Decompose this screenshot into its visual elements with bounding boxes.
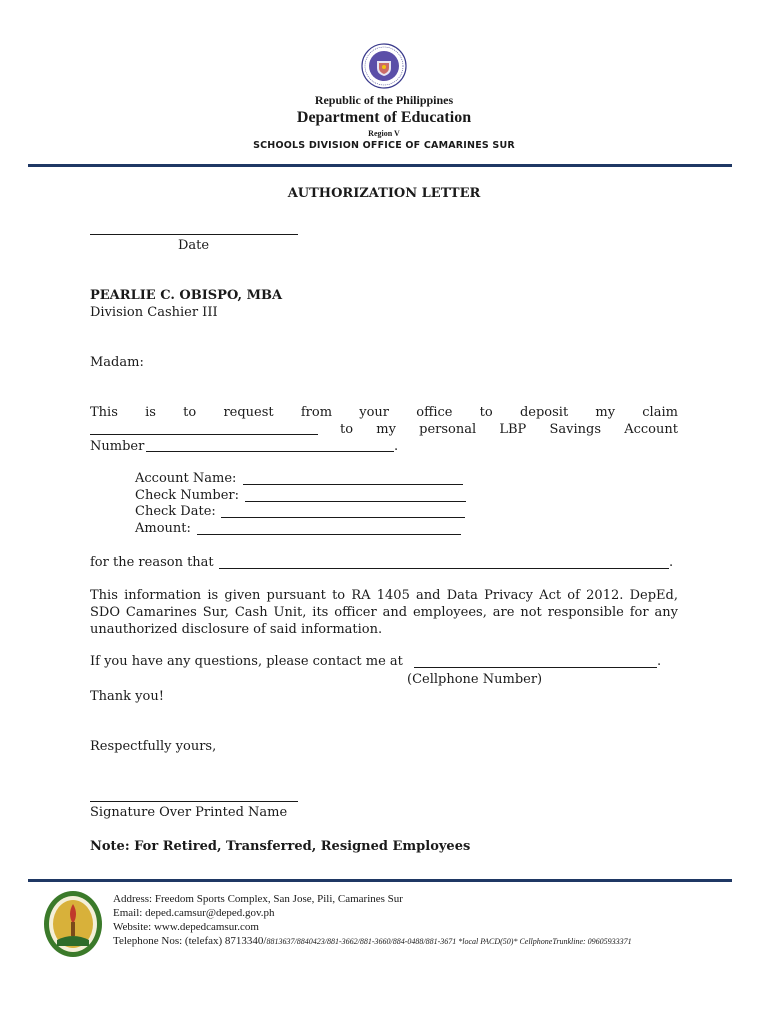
request-line-1-word: to — [183, 405, 197, 420]
account-number-period: . — [394, 439, 399, 454]
reason-blank — [219, 568, 669, 569]
closing-text: Respectfully yours, — [90, 739, 217, 754]
cellphone-blank — [414, 667, 657, 668]
amount-blank — [197, 534, 461, 535]
contact-text: If you have any questions, please contact me at — [90, 654, 403, 669]
date-line — [90, 234, 298, 235]
footer-telephone-extra: 8813637/8840423/881-3662/881-3660/884-0488/881-3671 *local PACD(50)* CellphoneTrunkline: 09605933371 — [266, 937, 632, 946]
request-line-1-word: from — [300, 405, 333, 420]
check-date-label: Check Date: — [135, 504, 216, 519]
request-line-1-word: request — [223, 405, 274, 420]
amount-label: Amount: — [135, 521, 191, 536]
request-line-2-word: to — [340, 422, 354, 437]
deped-seal-icon — [361, 43, 407, 89]
request-line-1-word: is — [145, 405, 156, 420]
request-line-1-word: deposit — [519, 405, 569, 420]
recipient-title: Division Cashier III — [90, 305, 218, 320]
header-divider — [28, 164, 732, 167]
request-line-1 — [90, 404, 678, 421]
check-number-blank — [245, 501, 466, 502]
footer-website: Website: www.depedcamsur.com — [113, 921, 259, 933]
privacy-paragraph — [90, 587, 678, 638]
recipient-name: PEARLIE C. OBISPO, MBA — [90, 288, 283, 303]
footer-address: Address: Freedom Sports Complex, San Jose, Pili, Camarines Sur — [113, 893, 403, 905]
request-line-2-word: my — [376, 422, 396, 437]
privacy-line-2: SDO Camarines Sur, Cash Unit, its officer and employees, are not responsible for any — [90, 605, 678, 620]
account-number-blank — [146, 451, 394, 452]
check-number-label: Check Number: — [135, 488, 239, 503]
salutation: Madam: — [90, 355, 144, 370]
check-date-blank — [221, 517, 465, 518]
request-line-1-word: your — [359, 405, 390, 420]
request-line-2-word: personal — [419, 422, 477, 437]
account-name-blank — [243, 484, 463, 485]
header-division: SCHOOLS DIVISION OFFICE OF CAMARINES SUR — [253, 140, 515, 151]
date-label: Date — [178, 238, 210, 253]
request-line-3 — [90, 438, 144, 455]
signature-line — [90, 801, 298, 802]
footer-telephone-main: Telephone Nos: (telefax) 8713340/ — [113, 935, 267, 947]
reason-label: for the reason that — [90, 555, 214, 570]
request-line-2-word: Savings — [549, 422, 602, 437]
claim-blank — [90, 434, 318, 435]
reason-period: . — [669, 555, 674, 570]
header-republic: Republic of the Philippines — [314, 93, 454, 107]
footer-telephone — [113, 934, 632, 949]
privacy-line-3: unauthorized disclosure of said information. — [90, 622, 383, 637]
header-department: Department of Education — [296, 109, 472, 126]
request-line-1-word: to — [479, 405, 493, 420]
sdo-seal-icon — [43, 890, 103, 958]
request-line-1-word: claim — [642, 405, 678, 420]
request-line-2-word: Account — [624, 422, 678, 437]
header-region: Region V — [368, 129, 400, 138]
account-name-label: Account Name: — [135, 471, 237, 486]
request-line-1-word: office — [416, 405, 453, 420]
letter-title: AUTHORIZATION LETTER — [287, 186, 481, 201]
cellphone-label: (Cellphone Number) — [407, 672, 543, 687]
request-line-1-word: This — [90, 405, 118, 420]
note-text: Note: For Retired, Transferred, Resigned Employees — [90, 839, 471, 854]
signature-label: Signature Over Printed Name — [90, 805, 288, 820]
privacy-line-1: This information is given pursuant to RA 1405 and Data Privacy Act of 2012. DepEd, — [90, 588, 678, 603]
request-line-2 — [90, 421, 678, 438]
contact-period: . — [657, 654, 662, 669]
account-number-label: Number — [90, 439, 145, 454]
request-line-2-word: LBP — [499, 422, 527, 437]
thanks-text: Thank you! — [90, 689, 164, 704]
footer-email: Email: deped.camsur@deped.gov.ph — [113, 907, 275, 919]
request-line-1-word: my — [595, 405, 616, 420]
footer-divider — [28, 879, 732, 882]
